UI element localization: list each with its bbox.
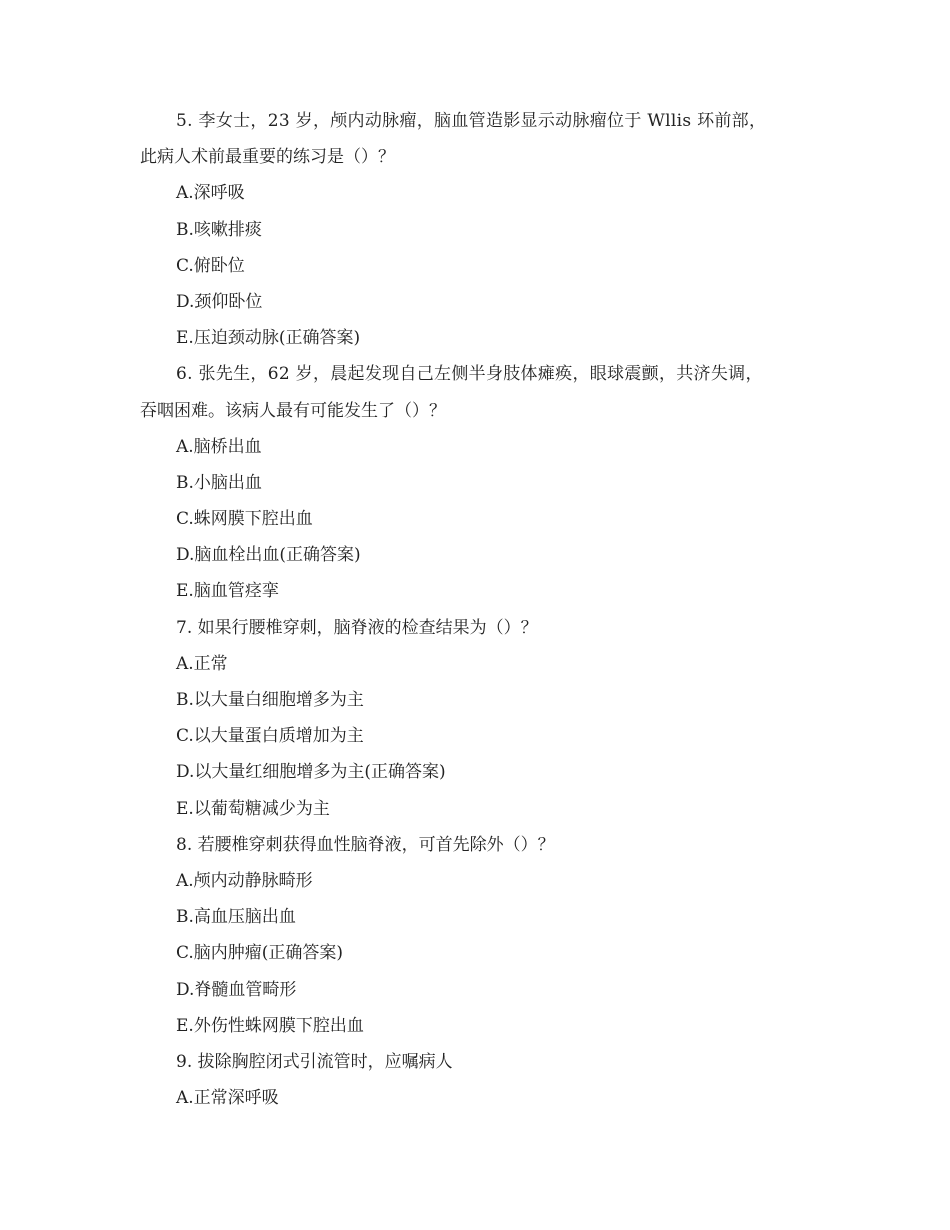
- question-5-stem-line1: 5. 李女士，23 岁，颅内动脉瘤，脑血管造影显示动脉瘤位于 Wllis 环前部，: [176, 111, 767, 131]
- question-7-option-b: B.以大量白细胞增多为主: [176, 690, 364, 710]
- question-6-option-b: B.小脑出血: [176, 472, 262, 493]
- question-7-option-a: A.正常: [176, 653, 228, 674]
- question-8-option-d: D.脊髓血管畸形: [176, 979, 297, 1000]
- question-5-option-e: E.压迫颈动脉(正确答案): [176, 328, 361, 349]
- question-7-stem: 7. 如果行腰椎穿刺，脑脊液的检查结果为（）？: [176, 617, 538, 638]
- question-9-stem: 9. 拔除胸腔闭式引流管时，应嘱病人: [176, 1051, 453, 1072]
- question-6-option-e: E.脑血管痉挛: [176, 581, 279, 602]
- question-5-option-b: B.咳嗽排痰: [176, 219, 262, 240]
- question-8-stem: 8. 若腰椎穿刺获得血性脑脊液，可首先除外（）？: [176, 834, 555, 855]
- question-8-option-c: C.脑内肿瘤(正确答案): [176, 943, 344, 964]
- question-5-option-a: A.深呼吸: [176, 183, 245, 204]
- question-8-option-e: E.外伤性蛛网膜下腔出血: [176, 1015, 364, 1036]
- question-7-option-c: C.以大量蛋白质增加为主: [176, 726, 364, 747]
- question-7-option-e: E.以葡萄糖减少为主: [176, 798, 330, 819]
- question-5-option-d: D.颈仰卧位: [176, 291, 263, 312]
- question-6-option-a: A.脑桥出血: [176, 436, 262, 457]
- quiz-content: [140, 103, 820, 1116]
- question-8-option-a: A.颅内动静脉畸形: [176, 870, 313, 891]
- question-9-option-a: A.正常深呼吸: [176, 1088, 279, 1109]
- question-6-stem-line2: 吞咽困难。该病人最有可能发生了（）？: [140, 400, 446, 421]
- question-8-option-b: B.高血压脑出血: [176, 907, 296, 928]
- question-5-stem-line2: 此病人术前最重要的练习是（）？: [140, 147, 395, 168]
- question-6-option-d: D.脑血栓出血(正确答案): [176, 545, 361, 566]
- question-5-option-c: C.俯卧位: [176, 255, 245, 276]
- question-6-stem-line1: 6. 张先生，62 岁，晨起发现自己左侧半身肢体瘫痪，眼球震颤，共济失调，: [176, 364, 763, 385]
- question-7-option-d: D.以大量红细胞增多为主(正确答案): [176, 762, 446, 783]
- question-6-option-c: C.蛛网膜下腔出血: [176, 509, 313, 530]
